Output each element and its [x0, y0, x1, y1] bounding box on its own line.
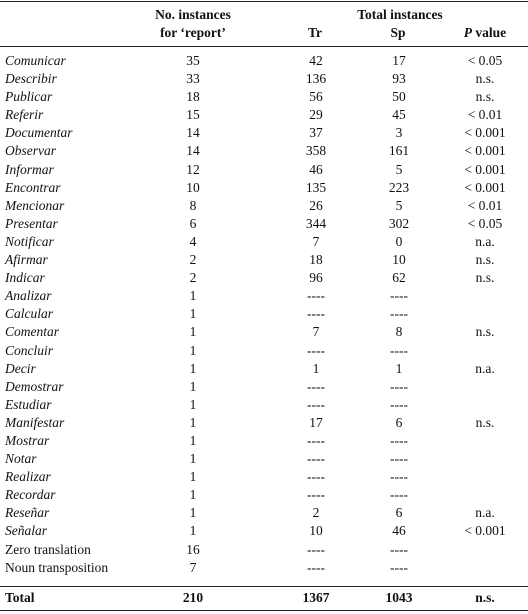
row-sp-count: 8: [395, 324, 403, 340]
table-row: [0, 305, 528, 323]
table-row: [0, 124, 528, 142]
row-report-count: 8: [189, 197, 197, 213]
table-row: [0, 360, 528, 378]
table-row: [0, 486, 528, 504]
row-report-count: 1: [189, 451, 197, 467]
row-tr-count: ----: [307, 342, 325, 358]
row-tr-count: 96: [309, 270, 323, 286]
row-report-count: 35: [186, 53, 200, 68]
row-verb: Publicar: [5, 89, 53, 105]
row-tr-count: 10: [309, 523, 323, 539]
row-report-count: 15: [186, 107, 200, 123]
header-sp: Sp: [390, 25, 406, 40]
row-verb: Observar: [5, 143, 56, 159]
row-sp-count: 17: [392, 53, 406, 68]
bottom-rule: [0, 610, 528, 611]
table-row: [0, 396, 528, 414]
row-verb: Encontrar: [5, 179, 61, 195]
row-verb: Concluir: [5, 342, 54, 358]
row-verb: Informar: [5, 161, 54, 177]
row-report-count: 33: [186, 71, 200, 87]
row-report-count: 1: [189, 306, 197, 322]
row-p-value: n.s.: [475, 414, 495, 430]
row-report-count: 1: [189, 324, 197, 340]
row-verb: Indicar: [5, 270, 45, 286]
row-p-value: n.a.: [475, 233, 495, 249]
row-verb: Reseñar: [5, 505, 50, 521]
table-row: [0, 142, 528, 160]
row-p-value: n.a.: [475, 360, 495, 376]
row-p-value: < 0.001: [464, 143, 506, 159]
table-row: [0, 414, 528, 432]
row-p-value: < 0.01: [467, 107, 503, 123]
row-tr-count: ----: [307, 432, 325, 448]
table-row: [0, 450, 528, 468]
row-report-count: 1: [189, 396, 197, 412]
row-report-count: 1: [189, 432, 197, 448]
row-report-count: 1: [189, 288, 197, 304]
top-rule: [0, 1, 528, 2]
row-report-count: 18: [186, 89, 200, 105]
row-report-count: 1: [189, 469, 197, 485]
row-tr-count: 7: [312, 233, 320, 249]
row-tr-count: 136: [305, 71, 327, 87]
row-p-value: n.a.: [475, 505, 495, 521]
row-sp-count: 5: [395, 161, 403, 177]
row-p-value: n.s.: [475, 89, 495, 105]
row-verb: Analizar: [5, 288, 52, 304]
table-row: [0, 161, 528, 179]
row-p-value: n.s.: [475, 324, 495, 340]
row-tr-count: 7: [312, 324, 320, 340]
header-p-rest: value: [472, 25, 507, 40]
table-row: [0, 378, 528, 396]
row-p-value: < 0.001: [464, 179, 506, 195]
row-tr-count: 56: [309, 89, 323, 105]
table-row: [0, 432, 528, 450]
row-verb: Comunicar: [5, 53, 66, 68]
table-row: [0, 197, 528, 215]
row-sp-count: ----: [390, 396, 408, 412]
row-sp-count: 1: [395, 360, 403, 376]
row-verb: Describir: [5, 71, 57, 87]
row-p-value: n.s.: [475, 252, 495, 268]
table-row: [0, 251, 528, 269]
header-rule: [0, 46, 528, 47]
row-report-count: 7: [189, 559, 197, 575]
row-report-count: 10: [186, 179, 200, 195]
row-verb: Calcular: [5, 306, 54, 322]
row-report-count: 1: [189, 378, 197, 394]
row-p-value: < 0.05: [467, 53, 503, 68]
row-tr-count: ----: [307, 306, 325, 322]
header-no-instances: [140, 6, 246, 42]
row-verb: Mencionar: [5, 197, 65, 213]
table-row: [0, 468, 528, 486]
row-sp-count: ----: [390, 451, 408, 467]
row-report-count: 2: [189, 270, 197, 286]
table-row: [0, 269, 528, 287]
row-sp-count: 3: [395, 125, 403, 141]
row-p-value: < 0.01: [467, 197, 503, 213]
row-tr-count: 46: [309, 161, 323, 177]
table-row: [0, 342, 528, 360]
row-sp-count: ----: [390, 378, 408, 394]
total-p: n.s.: [475, 590, 495, 605]
total-tr: 1367: [302, 590, 330, 605]
header-no-instances-line2: for ‘report’: [160, 25, 226, 40]
total-rule: [0, 586, 528, 587]
row-p-value: n.s.: [475, 71, 495, 87]
row-verb: Recordar: [5, 487, 56, 503]
row-sp-count: ----: [390, 559, 408, 575]
row-tr-count: ----: [307, 559, 325, 575]
row-verb: Mostrar: [5, 432, 50, 448]
row-sp-count: 45: [392, 107, 406, 123]
row-tr-count: 17: [309, 414, 323, 430]
row-sp-count: ----: [390, 541, 408, 557]
row-tr-count: 358: [305, 143, 327, 159]
row-sp-count: 6: [395, 414, 403, 430]
row-tr-count: 2: [312, 505, 320, 521]
table-row: [0, 287, 528, 305]
row-sp-count: 50: [392, 89, 406, 105]
row-verb: Zero translation: [5, 541, 91, 557]
row-report-count: 16: [186, 541, 200, 557]
row-verb: Notar: [5, 451, 37, 467]
row-sp-count: 10: [392, 252, 406, 268]
row-report-count: 4: [189, 233, 197, 249]
row-sp-count: 161: [388, 143, 410, 159]
table-row: [0, 559, 528, 577]
row-tr-count: ----: [307, 469, 325, 485]
table-row: [0, 323, 528, 341]
row-verb: Demostrar: [5, 378, 64, 394]
row-tr-count: 18: [309, 252, 323, 268]
row-report-count: 2: [189, 252, 197, 268]
row-sp-count: ----: [390, 288, 408, 304]
row-verb: Referir: [5, 107, 44, 123]
row-sp-count: 93: [392, 71, 406, 87]
row-verb: Estudiar: [5, 396, 52, 412]
row-tr-count: ----: [307, 288, 325, 304]
row-p-value: < 0.001: [464, 161, 506, 177]
row-verb: Señalar: [5, 523, 47, 539]
row-p-value: < 0.001: [464, 125, 506, 141]
row-report-count: 1: [189, 505, 197, 521]
row-tr-count: 42: [309, 53, 323, 68]
table-row: [0, 88, 528, 106]
row-report-count: 12: [186, 161, 200, 177]
row-report-count: 1: [189, 523, 197, 539]
row-report-count: 1: [189, 342, 197, 358]
table-row: [0, 522, 528, 540]
table-row: [0, 52, 528, 70]
row-report-count: 1: [189, 414, 197, 430]
row-p-value: < 0.001: [464, 523, 506, 539]
table-row: [0, 179, 528, 197]
row-verb: Comentar: [5, 324, 59, 340]
row-report-count: 1: [189, 360, 197, 376]
total-row: [0, 589, 528, 607]
row-tr-count: ----: [307, 487, 325, 503]
table-row: [0, 70, 528, 88]
table-row: [0, 215, 528, 233]
row-sp-count: ----: [390, 432, 408, 448]
row-verb: Afirmar: [5, 252, 48, 268]
row-p-value: n.s.: [475, 270, 495, 286]
row-tr-count: 26: [309, 197, 323, 213]
row-tr-count: 37: [309, 125, 323, 141]
table-body: [0, 52, 528, 577]
row-sp-count: 302: [388, 215, 410, 231]
row-sp-count: 0: [395, 233, 403, 249]
row-verb: Manifestar: [5, 414, 65, 430]
header-p-letter: P: [463, 25, 473, 40]
row-sp-count: 46: [392, 523, 406, 539]
header-tr: Tr: [308, 25, 322, 40]
row-tr-count: 29: [309, 107, 323, 123]
row-tr-count: 344: [305, 215, 327, 231]
total-sp: 1043: [385, 590, 413, 605]
table-row: [0, 541, 528, 559]
table-row: [0, 106, 528, 124]
row-verb: Realizar: [5, 469, 51, 485]
row-tr-count: ----: [307, 451, 325, 467]
row-report-count: 14: [186, 125, 200, 141]
row-p-value: < 0.05: [467, 215, 503, 231]
header-no-instances-line1: No. instances: [155, 7, 231, 22]
row-report-count: 1: [189, 487, 197, 503]
row-sp-count: ----: [390, 469, 408, 485]
row-sp-count: 5: [395, 197, 403, 213]
table-row: [0, 233, 528, 251]
row-sp-count: 6: [395, 505, 403, 521]
row-sp-count: 62: [392, 270, 406, 286]
row-sp-count: 223: [388, 179, 410, 195]
total-label: Total: [5, 590, 35, 605]
row-tr-count: 1: [312, 360, 320, 376]
row-verb: Noun transposition: [5, 559, 109, 575]
row-verb: Decir: [5, 360, 36, 376]
row-tr-count: 135: [305, 179, 327, 195]
header-total-instances: Total instances: [357, 7, 443, 22]
row-tr-count: ----: [307, 541, 325, 557]
row-verb: Presentar: [5, 215, 58, 231]
row-sp-count: ----: [390, 306, 408, 322]
row-report-count: 14: [186, 143, 200, 159]
row-tr-count: ----: [307, 378, 325, 394]
header-p-value: [445, 24, 525, 42]
row-tr-count: ----: [307, 396, 325, 412]
row-report-count: 6: [189, 215, 197, 231]
row-verb: Notificar: [5, 233, 54, 249]
row-sp-count: ----: [390, 487, 408, 503]
total-n: 210: [182, 590, 204, 605]
table-row: [0, 504, 528, 522]
row-verb: Documentar: [5, 125, 73, 141]
row-sp-count: ----: [390, 342, 408, 358]
